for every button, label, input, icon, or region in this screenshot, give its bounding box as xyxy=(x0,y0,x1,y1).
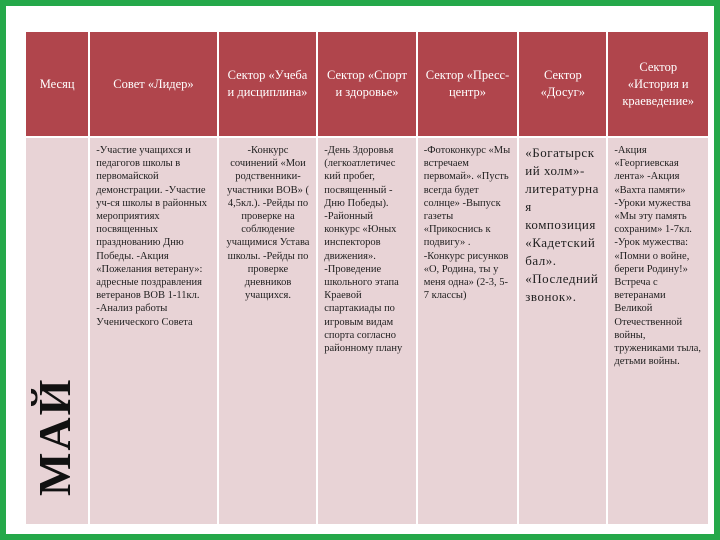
header-ucheba: Сектор «Учеба и дисциплина» xyxy=(218,31,317,137)
plan-table xyxy=(24,30,710,526)
month-label: МАЙ xyxy=(29,377,80,496)
cell-press: -Фотоконкурс «Мы встречаем первомай». «Пусть всегда будет солнце» -Выпуск газеты «Прикоснись к подвигу» . -Конкурс рисунков «О, Родина, ты у меня одна» (2-3, 5-7 классы) xyxy=(417,137,519,525)
header-lider: Совет «Лидер» xyxy=(89,31,218,137)
month-cell xyxy=(25,137,89,525)
slide-canvas xyxy=(6,6,714,534)
table-row xyxy=(25,137,709,525)
cell-istoriya: -Акция «Георгиевская лента» -Акция «Вахта памяти» -Уроки мужества «Мы эту память сохраним» 1-7кл. -Урок мужества: «Помни о войне, береги Родину!» Встреча с ветеранами Великой Отечественной войны, тружениками тыла, детьми войны. xyxy=(607,137,709,525)
header-sport: Сектор «Спорт и здоровье» xyxy=(317,31,416,137)
header-press: Сектор «Пресс-центр» xyxy=(417,31,519,137)
header-istoriya: Сектор «История и краеведение» xyxy=(607,31,709,137)
cell-dosug: «Богатырск ий холм»-литературна я композиция «Кадетский бал». «Последний звонок». xyxy=(518,137,607,525)
header-dosug: Сектор «Досуг» xyxy=(518,31,607,137)
header-month: Месяц xyxy=(25,31,89,137)
cell-ucheba: -Конкурс сочинений «Мои родственники-участники ВОВ» ( 4,5кл.). -Рейды по проверке на соблюдение учащимися Устава школы. -Рейды по проверке дневников учащихся. xyxy=(218,137,317,525)
cell-sport: -День Здоровья (легкоатлетичес кий пробег, посвященный - Дню Победы). -Районный конкурс «Юных инспекторов движения». -Проведение школьного этапа Краевой спартакиады по игровым видам спорта согласно районному плану xyxy=(317,137,416,525)
header-row xyxy=(25,31,709,137)
cell-lider: -Участие учащихся и педагогов школы в первомайской демонстрации. -Участие уч-ся школы в районных мероприятиях посвященных празднованию Дню Победы. -Акция «Пожелания ветерану»: адресные поздравления ветеранов ВОВ 1-11кл. -Анализ работы Ученического Совета xyxy=(89,137,218,525)
